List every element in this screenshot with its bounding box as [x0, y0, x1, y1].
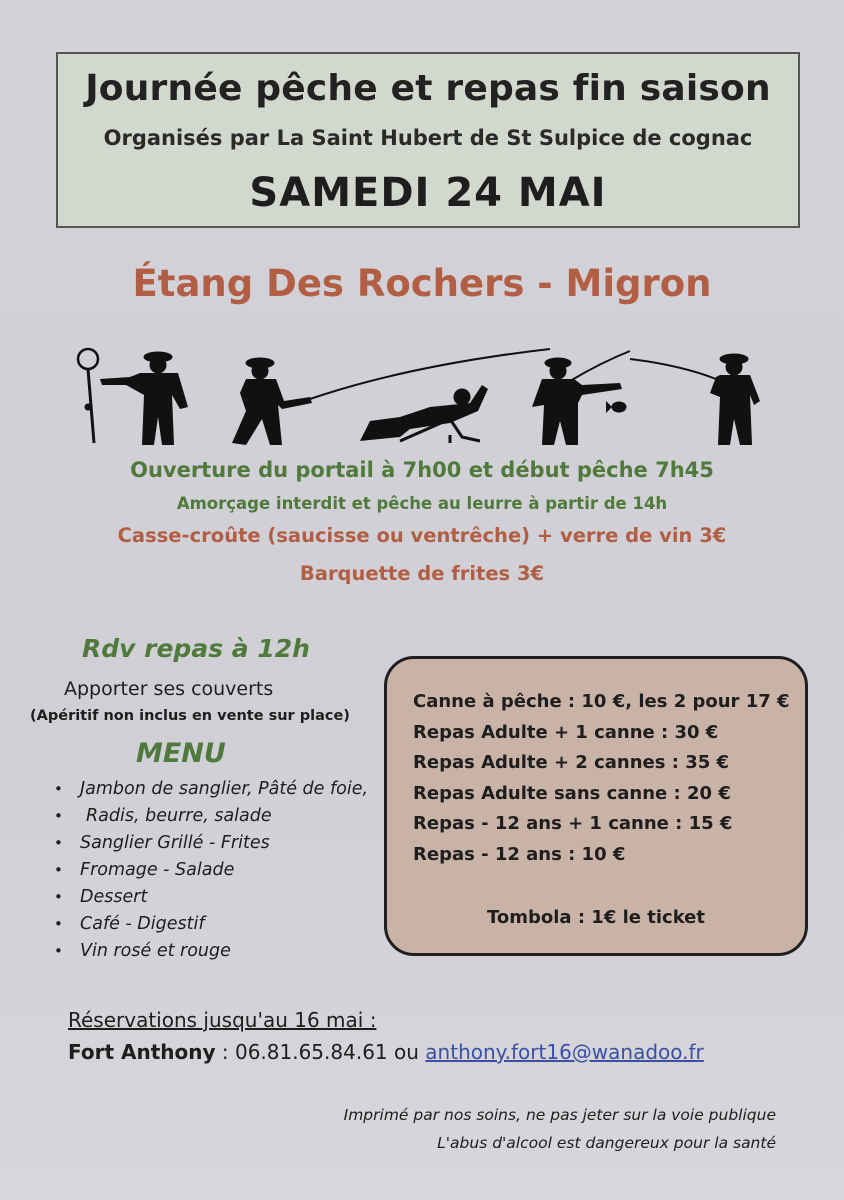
aperitif-note: (Apéritif non inclus en vente sur place) — [30, 708, 350, 724]
price-item: Canne à pêche : 10 €, les 2 pour 17 € — [413, 691, 790, 712]
contact-line — [68, 1040, 704, 1064]
menu-item: • Vin rosé et rouge — [52, 938, 392, 965]
snack-offer: Casse-croûte (saucisse ou ventrêche) + verre de vin 3€ — [117, 524, 727, 547]
header-box — [56, 52, 800, 228]
fishing-rules: Amorçage interdit et pêche au leurre à partir de 14h — [176, 494, 668, 513]
meal-time: Rdv repas à 12h — [82, 634, 310, 663]
bring-cutlery-note: Apporter ses couverts — [64, 678, 274, 700]
menu-list — [52, 776, 392, 965]
price-item: Repas Adulte sans canne : 20 € — [413, 782, 731, 804]
contact-separator: : — [215, 1040, 235, 1064]
print-notice: Imprimé par nos soins, ne pas jeter sur la voie publique — [343, 1106, 776, 1124]
event-date: SAMEDI 24 MAI — [249, 170, 607, 216]
contact-email-link[interactable]: anthony.fort16@wanadoo.fr — [425, 1040, 704, 1064]
contact-phone[interactable]: 06.81.65.84.61 — [234, 1040, 388, 1064]
alcohol-warning: L'abus d'alcool est dangereux pour la santé — [437, 1134, 776, 1152]
price-item: Repas - 12 ans : 10 € — [413, 843, 626, 865]
menu-item: • Café - Digestif — [52, 911, 392, 938]
tombola-price: Tombola : 1€ le ticket — [486, 907, 705, 928]
price-item: Repas Adulte + 1 canne : 30 € — [413, 721, 719, 743]
event-location: Étang Des Rochers - Migron — [132, 262, 712, 305]
menu-item: • Jambon de sanglier, Pâté de foie, — [52, 776, 392, 803]
price-item: Repas Adulte + 2 cannes : 35 € — [413, 752, 730, 773]
reservation-title: Réservations jusqu'au 16 mai : — [68, 1008, 377, 1032]
price-item: Repas - 12 ans + 1 canne : 15 € — [413, 813, 733, 834]
fisherman-reclining-icon — [360, 385, 488, 443]
fishing-silhouettes-icon — [70, 345, 770, 455]
contact-name: Fort Anthony — [68, 1040, 216, 1064]
fisherman-fish-icon — [532, 351, 630, 445]
contact-or: ou — [387, 1040, 426, 1064]
menu-title: MENU — [136, 738, 226, 769]
price-box — [384, 656, 808, 956]
menu-item: • Sanglier Grillé - Frites — [52, 830, 392, 857]
fisherman-standing-icon — [630, 354, 760, 445]
opening-hours: Ouverture du portail à 7h00 et début pêche 7h45 — [130, 458, 714, 482]
fries-offer: Barquette de frites 3€ — [299, 562, 545, 585]
menu-item: • Fromage - Salade — [52, 857, 392, 884]
organizer-subtitle: Organisés par La Saint Hubert de St Sulpice de cognac — [103, 126, 753, 150]
event-title: Journée pêche et repas fin saison — [85, 68, 771, 109]
menu-item: • Dessert — [52, 884, 392, 911]
fisherman-net-icon — [78, 349, 188, 445]
menu-item: • Radis, beurre, salade — [52, 803, 392, 830]
